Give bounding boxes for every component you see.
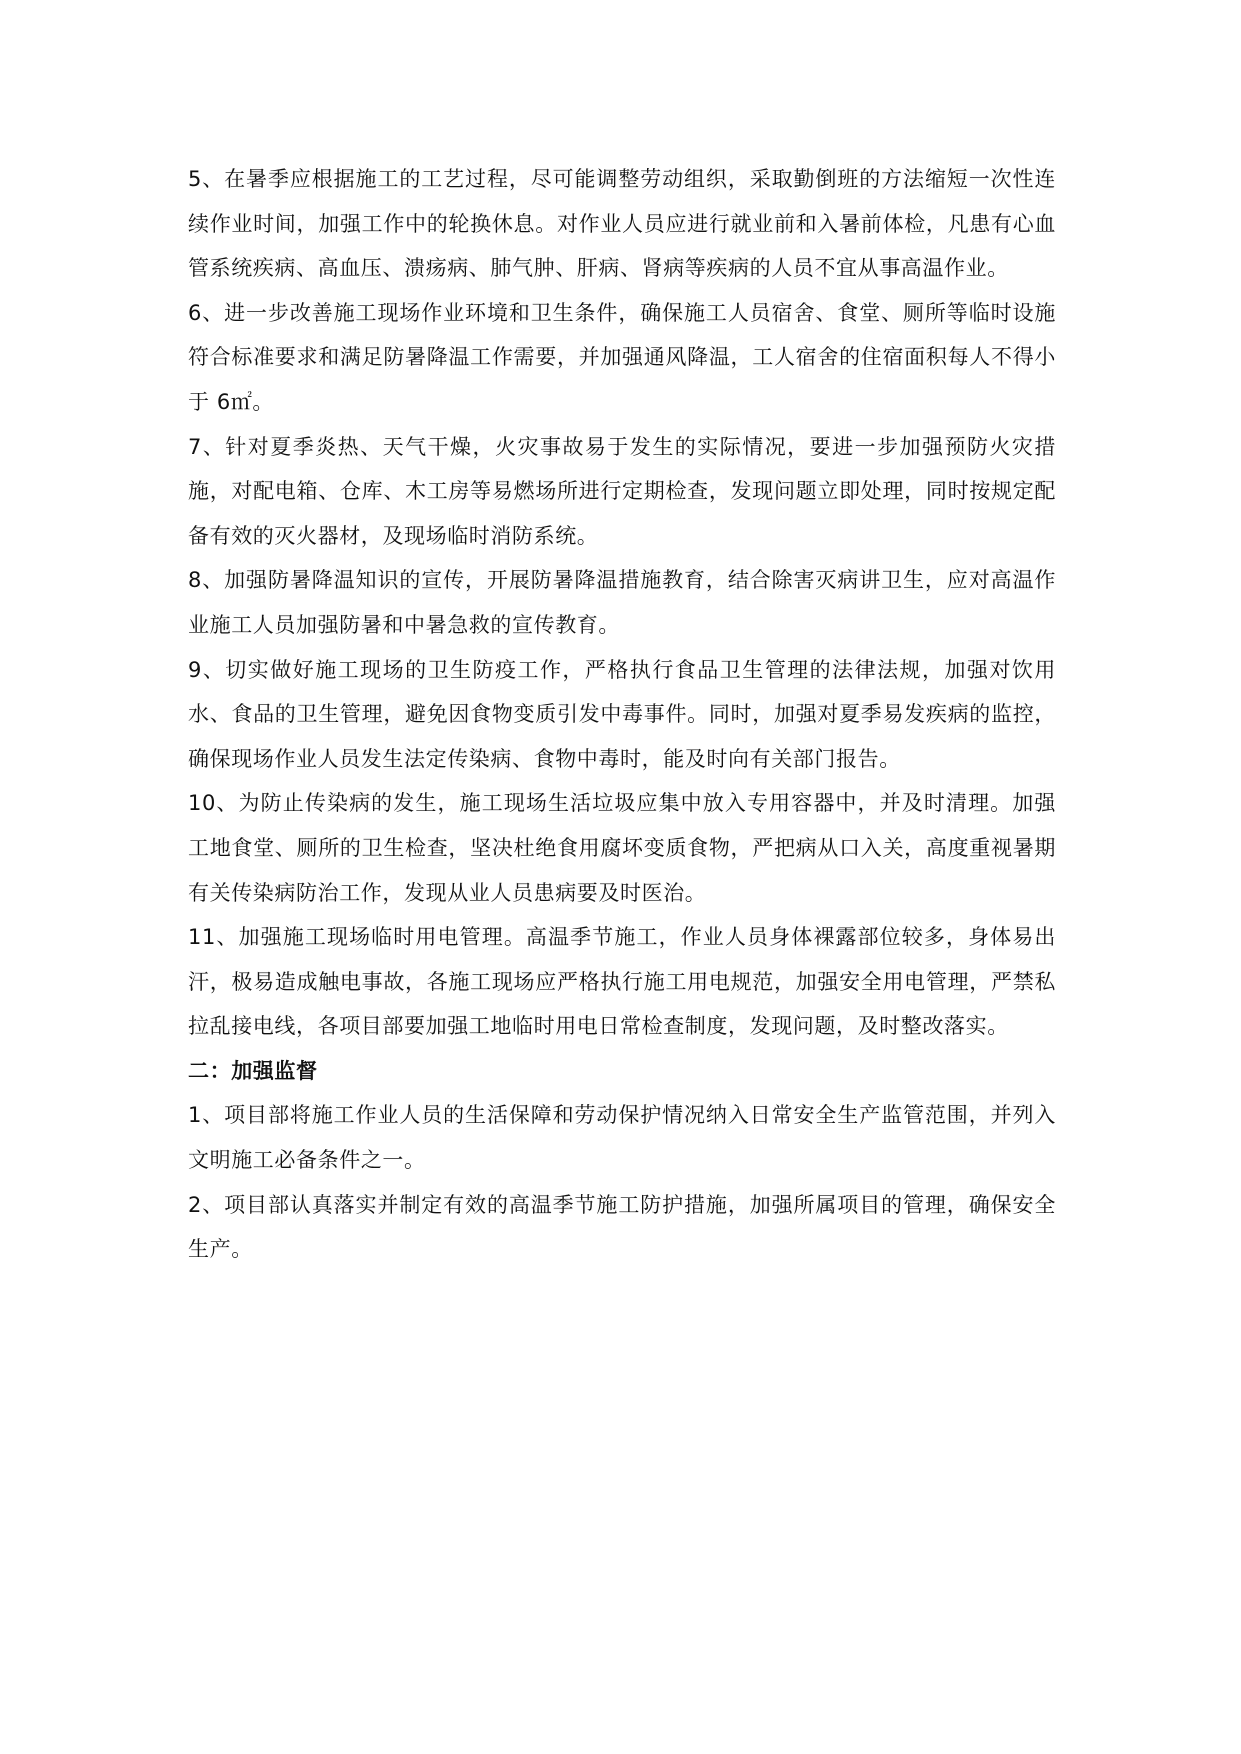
paragraph-item-11: 11、加强施工现场临时用电管理。高温季节施工，作业人员身体裸露部位较多，身体易出汗，极易造成触电事故，各施工现场应严格执行施工用电规范，加强安全用电管理，严禁私拉乱接电线，各项目部要加强工地临时用电日常检查制度，发现问题，及时整改落实。 (188, 925, 1056, 1039)
paragraph-item-6: 6、进一步改善施工现场作业环境和卫生条件，确保施工人员宿舍、食堂、厕所等临时设施符合标准要求和满足防暑降温工作需要，并加强通风降温，工人宿舍的住宿面积每人不得小于 6㎡。 (188, 300, 1056, 414)
supervision-item-1: 1、项目部将施工作业人员的生活保障和劳动保护情况纳入日常安全生产监管范围，并列入文明施工必备条件之一。 (188, 1103, 1056, 1173)
paragraph-item-8: 8、加强防暑降温知识的宣传，开展防暑降温措施教育，结合除害灭病讲卫生，应对高温作业施工人员加强防暑和中暑急救的宣传教育。 (188, 568, 1056, 637)
section-heading: 二：加强监督 (188, 1058, 318, 1083)
paragraph-item-10: 10、为防止传染病的发生，施工现场生活垃圾应集中放入专用容器中，并及时清理。加强工地食堂、厕所的卫生检查，坚决杜绝食用腐坏变质食物，严把病从口入关，高度重视暑期有关传染病防治工作，发现从业人员患病要及时医治。 (188, 791, 1056, 905)
document-body (188, 157, 1056, 1272)
supervision-item-2: 2、项目部认真落实并制定有效的高温季节施工防护措施，加强所属项目的管理，确保安全生产。 (188, 1192, 1056, 1262)
paragraph-item-9: 9、切实做好施工现场的卫生防疫工作，严格执行食品卫生管理的法律法规，加强对饮用水、食品的卫生管理，避免因食物变质引发中毒事件。同时，加强对夏季易发疾病的监控，确保现场作业人员发生法定传染病、食物中毒时，能及时向有关部门报告。 (188, 657, 1056, 771)
paragraph-item-7: 7、针对夏季炎热、天气干燥，火灾事故易于发生的实际情况，要进一步加强预防火灾措施，对配电箱、仓库、木工房等易燃场所进行定期检查，发现问题立即处理，同时按规定配备有效的灭火器材，及现场临时消防系统。 (188, 434, 1056, 548)
paragraph-item-5: 5、在暑季应根据施工的工艺过程，尽可能调整劳动组织，采取勤倒班的方法缩短一次性连续作业时间，加强工作中的轮换休息。对作业人员应进行就业前和入暑前体检，凡患有心血管系统疾病、高血压、溃疡病、肺气肿、肝病、肾病等疾病的人员不宜从事高温作业。 (188, 167, 1056, 281)
